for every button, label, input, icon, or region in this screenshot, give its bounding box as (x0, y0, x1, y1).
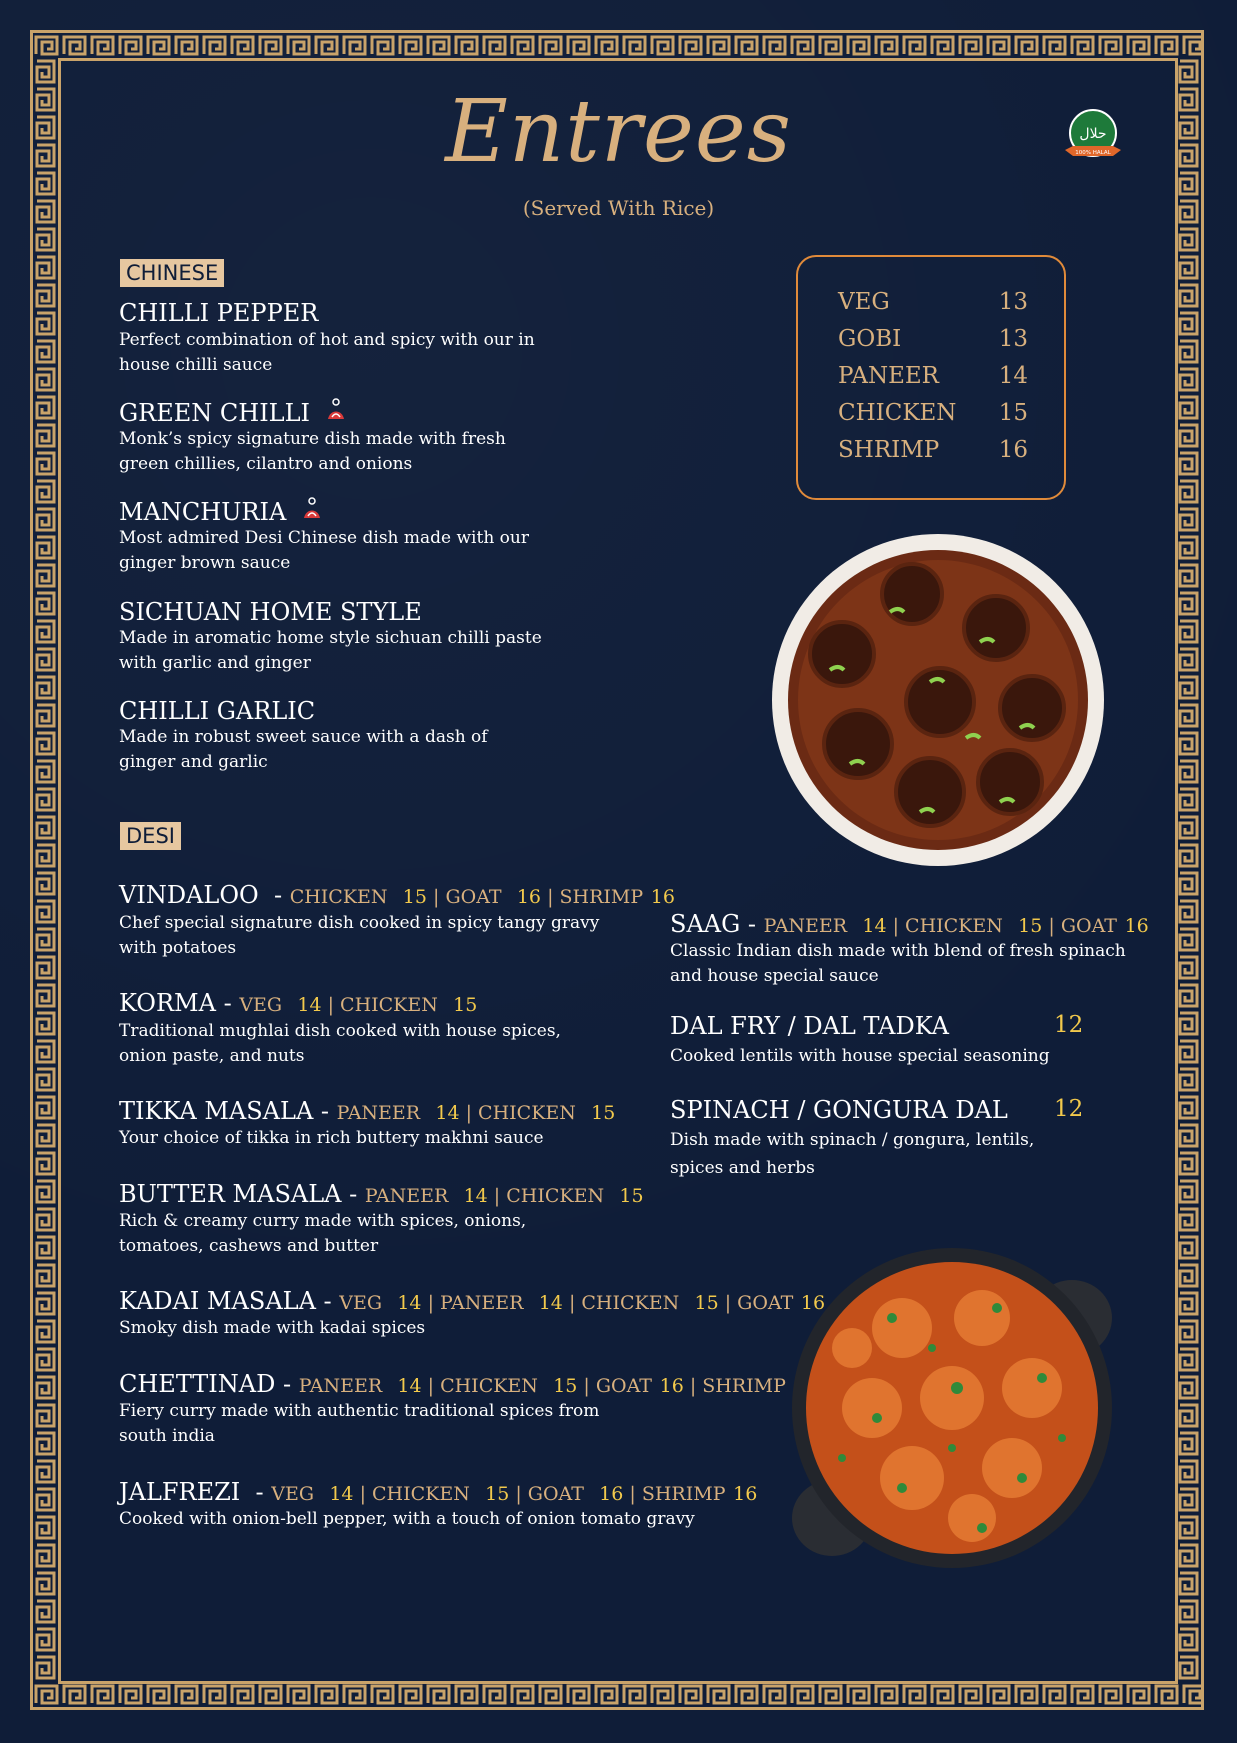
item-butter-masala: BUTTER MASALA - PANEER 14 | CHICKEN 15 (119, 1180, 644, 1208)
manchurian-bowl-image (770, 532, 1106, 868)
section-tag-chinese: CHINESE (120, 259, 224, 287)
option-label: VEG (339, 1292, 383, 1314)
item-tikka-desc-1: Your choice of tikka in rich buttery makhni sauce (119, 1128, 544, 1148)
option-price: 16 (1124, 915, 1149, 937)
item-korma: KORMA - VEG 14 | CHICKEN 15 (119, 989, 478, 1017)
option-label: CHICKEN (581, 1292, 680, 1314)
item-green-chilli-desc-2: green chillies, cilantro and onions (119, 454, 413, 474)
item-kadai-masala: KADAI MASALA - VEG 14 | PANEER 14 | CHICKEN 15 | GOAT 16 (119, 1287, 826, 1315)
option-label: CHICKEN (905, 915, 1003, 937)
price-row-chicken (838, 400, 1028, 436)
option-label: SHRIMP (641, 1483, 726, 1505)
page-title: Entrees (445, 82, 792, 182)
option-label: PANEER (364, 1185, 449, 1207)
option-label: PANEER (763, 915, 848, 937)
option-price: 15 (591, 1102, 616, 1124)
spicy-chili-icon (324, 397, 348, 425)
option-price: 14 (463, 1185, 488, 1207)
item-jalfrezi-name: JALFREZI (119, 1478, 241, 1506)
item-chilli-pepper-name: CHILLI PEPPER (119, 299, 319, 327)
item-saag-name: SAAG (670, 910, 741, 938)
option-price: 15 (485, 1483, 510, 1505)
price-row-shrimp (838, 437, 1028, 473)
greek-key-top (33, 33, 1201, 58)
item-vindaloo-desc-1: Chef special signature dish cooked in spicy tangy gravy (119, 913, 600, 933)
price-label: GOBI (838, 326, 902, 352)
item-jalfrezi: JALFREZI - VEG 14 | CHICKEN 15 | GOAT 16 | SHRIMP 16 (119, 1478, 758, 1506)
item-korma-name: KORMA (119, 989, 216, 1017)
item-chettinad: CHETTINAD - PANEER 14 | CHICKEN 15 | GOAT 16 | SHRIMP (119, 1369, 818, 1401)
option-price: 16 (659, 1375, 684, 1397)
option-price: 15 (402, 886, 427, 908)
option-price: 14 (435, 1102, 460, 1124)
option-label: PANEER (336, 1102, 421, 1124)
item-butter-desc-1: Rich & creamy curry made with spices, onions, (119, 1211, 527, 1231)
option-price: 16 (733, 1483, 758, 1505)
option-label: CHICKEN (478, 1102, 576, 1124)
price-value: 13 (998, 326, 1028, 352)
item-chilli-garlic-desc-1: Made in robust sweet sauce with a dash of (119, 727, 488, 747)
option-price: 14 (397, 1375, 422, 1397)
item-manchuria (119, 496, 324, 527)
item-vindaloo-name: VINDALOO (119, 881, 259, 909)
option-label: PANEER (298, 1375, 383, 1397)
item-butter-desc-2: tomatoes, cashews and butter (119, 1236, 379, 1256)
item-green-chilli-desc-1: Monk’s spicy signature dish made with fresh (119, 429, 506, 449)
halal-badge-text: 100% HALAL (1075, 150, 1111, 156)
item-chilli-pepper-desc-1: Perfect combination of hot and spicy with our in (119, 330, 535, 350)
item-chettinad-desc-1: Fiery curry made with authentic traditional spices from (119, 1401, 600, 1421)
item-manchuria-name: MANCHURIA (119, 498, 287, 526)
price-value: 14 (998, 363, 1028, 389)
item-jalfrezi-desc-1: Cooked with onion-bell pepper, with a touch of onion tomato gravy (119, 1509, 695, 1529)
price-label: PANEER (838, 363, 939, 389)
option-label: GOAT (445, 886, 502, 908)
option-label: CHICKEN (440, 1375, 538, 1397)
item-tikka-masala: TIKKA MASALA - PANEER 14 | CHICKEN 15 (119, 1097, 616, 1125)
item-korma-desc-1: Traditional mughlai dish cooked with house spices, (119, 1021, 561, 1041)
halal-badge-icon (1063, 108, 1123, 168)
item-vindaloo: VINDALOO - CHICKEN 15 | GOAT 16 | SHRIMP 16 (119, 881, 675, 909)
option-label: CHICKEN (340, 994, 438, 1016)
option-price: 15 (553, 1375, 578, 1397)
item-chettinad-name: CHETTINAD (119, 1370, 276, 1398)
curry-pot-image (782, 1238, 1122, 1578)
item-spinach-dal-desc-2: spices and herbs (670, 1158, 815, 1178)
option-price: 14 (329, 1483, 354, 1505)
price-value: 15 (998, 400, 1028, 426)
option-price: 15 (619, 1185, 644, 1207)
item-green-chilli (119, 397, 348, 428)
price-row-gobi (838, 326, 1028, 362)
item-kadai-name: KADAI MASALA (119, 1287, 316, 1315)
option-label: GOAT (527, 1483, 584, 1505)
spicy-chili-icon (300, 496, 324, 524)
item-chilli-garlic-name: CHILLI GARLIC (119, 697, 316, 725)
item-spinach-dal-price: 12 (1054, 1096, 1084, 1122)
item-tikka-name: TIKKA MASALA (119, 1097, 314, 1125)
item-vindaloo-desc-2: with potatoes (119, 938, 237, 958)
halal-glyph: حلال (1079, 126, 1107, 142)
chinese-price-box (796, 255, 1066, 500)
item-green-chilli-name: GREEN CHILLI (119, 399, 311, 427)
option-label: CHICKEN (372, 1483, 470, 1505)
price-row-veg (838, 289, 1028, 325)
option-label: PANEER (440, 1292, 524, 1314)
option-price: 15 (1018, 915, 1043, 937)
option-label: GOAT (595, 1375, 652, 1397)
option-label: SHRIMP (559, 886, 644, 908)
price-row-paneer (838, 363, 1028, 399)
option-price: 14 (862, 915, 887, 937)
item-manchuria-desc-1: Most admired Desi Chinese dish made with our (119, 528, 529, 548)
greek-key-right (1176, 58, 1201, 1682)
item-dal-fry-name: DAL FRY / DAL TADKA (670, 1012, 950, 1040)
price-value: 16 (998, 437, 1028, 463)
option-price: 15 (694, 1292, 719, 1314)
option-price: 16 (599, 1483, 624, 1505)
option-label: GOAT (737, 1292, 794, 1314)
option-price: 14 (538, 1292, 563, 1314)
option-label: SHRIMP (702, 1375, 786, 1397)
item-dal-fry-desc-1: Cooked lentils with house special seasoning (670, 1046, 1050, 1066)
option-label: CHICKEN (289, 886, 388, 908)
item-butter-name: BUTTER MASALA (119, 1180, 342, 1208)
item-manchuria-desc-2: ginger brown sauce (119, 553, 291, 573)
greek-key-bottom (33, 1682, 1201, 1707)
option-price: 14 (297, 994, 322, 1016)
item-sichuan-name: SICHUAN HOME STYLE (119, 598, 422, 626)
page-subtitle: (Served With Rice) (522, 196, 715, 220)
option-label: CHICKEN (506, 1185, 605, 1207)
option-price: 16 (516, 886, 542, 908)
item-spinach-dal-name: SPINACH / GONGURA DAL (670, 1096, 1008, 1124)
item-saag-desc-1: Classic Indian dish made with blend of fresh spinach (670, 941, 1126, 961)
item-saag-desc-2: and house special sauce (670, 966, 879, 986)
option-label: VEG (239, 994, 283, 1016)
item-chilli-garlic-desc-2: ginger and garlic (119, 752, 268, 772)
greek-key-left (33, 58, 58, 1682)
item-chilli-pepper-desc-2: house chilli sauce (119, 355, 273, 375)
price-label: VEG (838, 289, 890, 315)
option-price: 16 (650, 886, 675, 908)
item-sichuan-desc-1: Made in aromatic home style sichuan chilli paste (119, 628, 542, 648)
item-korma-desc-2: onion paste, and nuts (119, 1046, 305, 1066)
price-label: SHRIMP (838, 437, 940, 463)
option-label: GOAT (1060, 915, 1117, 937)
section-tag-desi: DESI (120, 822, 181, 850)
option-price: 14 (397, 1292, 422, 1314)
item-sichuan-desc-2: with garlic and ginger (119, 653, 311, 673)
item-dal-fry-price: 12 (1054, 1012, 1084, 1038)
item-saag: SAAG - PANEER 14 | CHICKEN 15 | GOAT 16 (670, 910, 1149, 938)
item-chettinad-desc-2: south india (119, 1426, 215, 1446)
option-label: VEG (271, 1483, 315, 1505)
price-value: 13 (998, 289, 1028, 315)
item-spinach-dal-desc-1: Dish made with spinach / gongura, lentils, (670, 1130, 1035, 1150)
price-label: CHICKEN (838, 400, 957, 426)
item-kadai-desc-1: Smoky dish made with kadai spices (119, 1318, 426, 1338)
option-price: 16 (800, 1292, 826, 1314)
option-price: 15 (453, 994, 478, 1016)
